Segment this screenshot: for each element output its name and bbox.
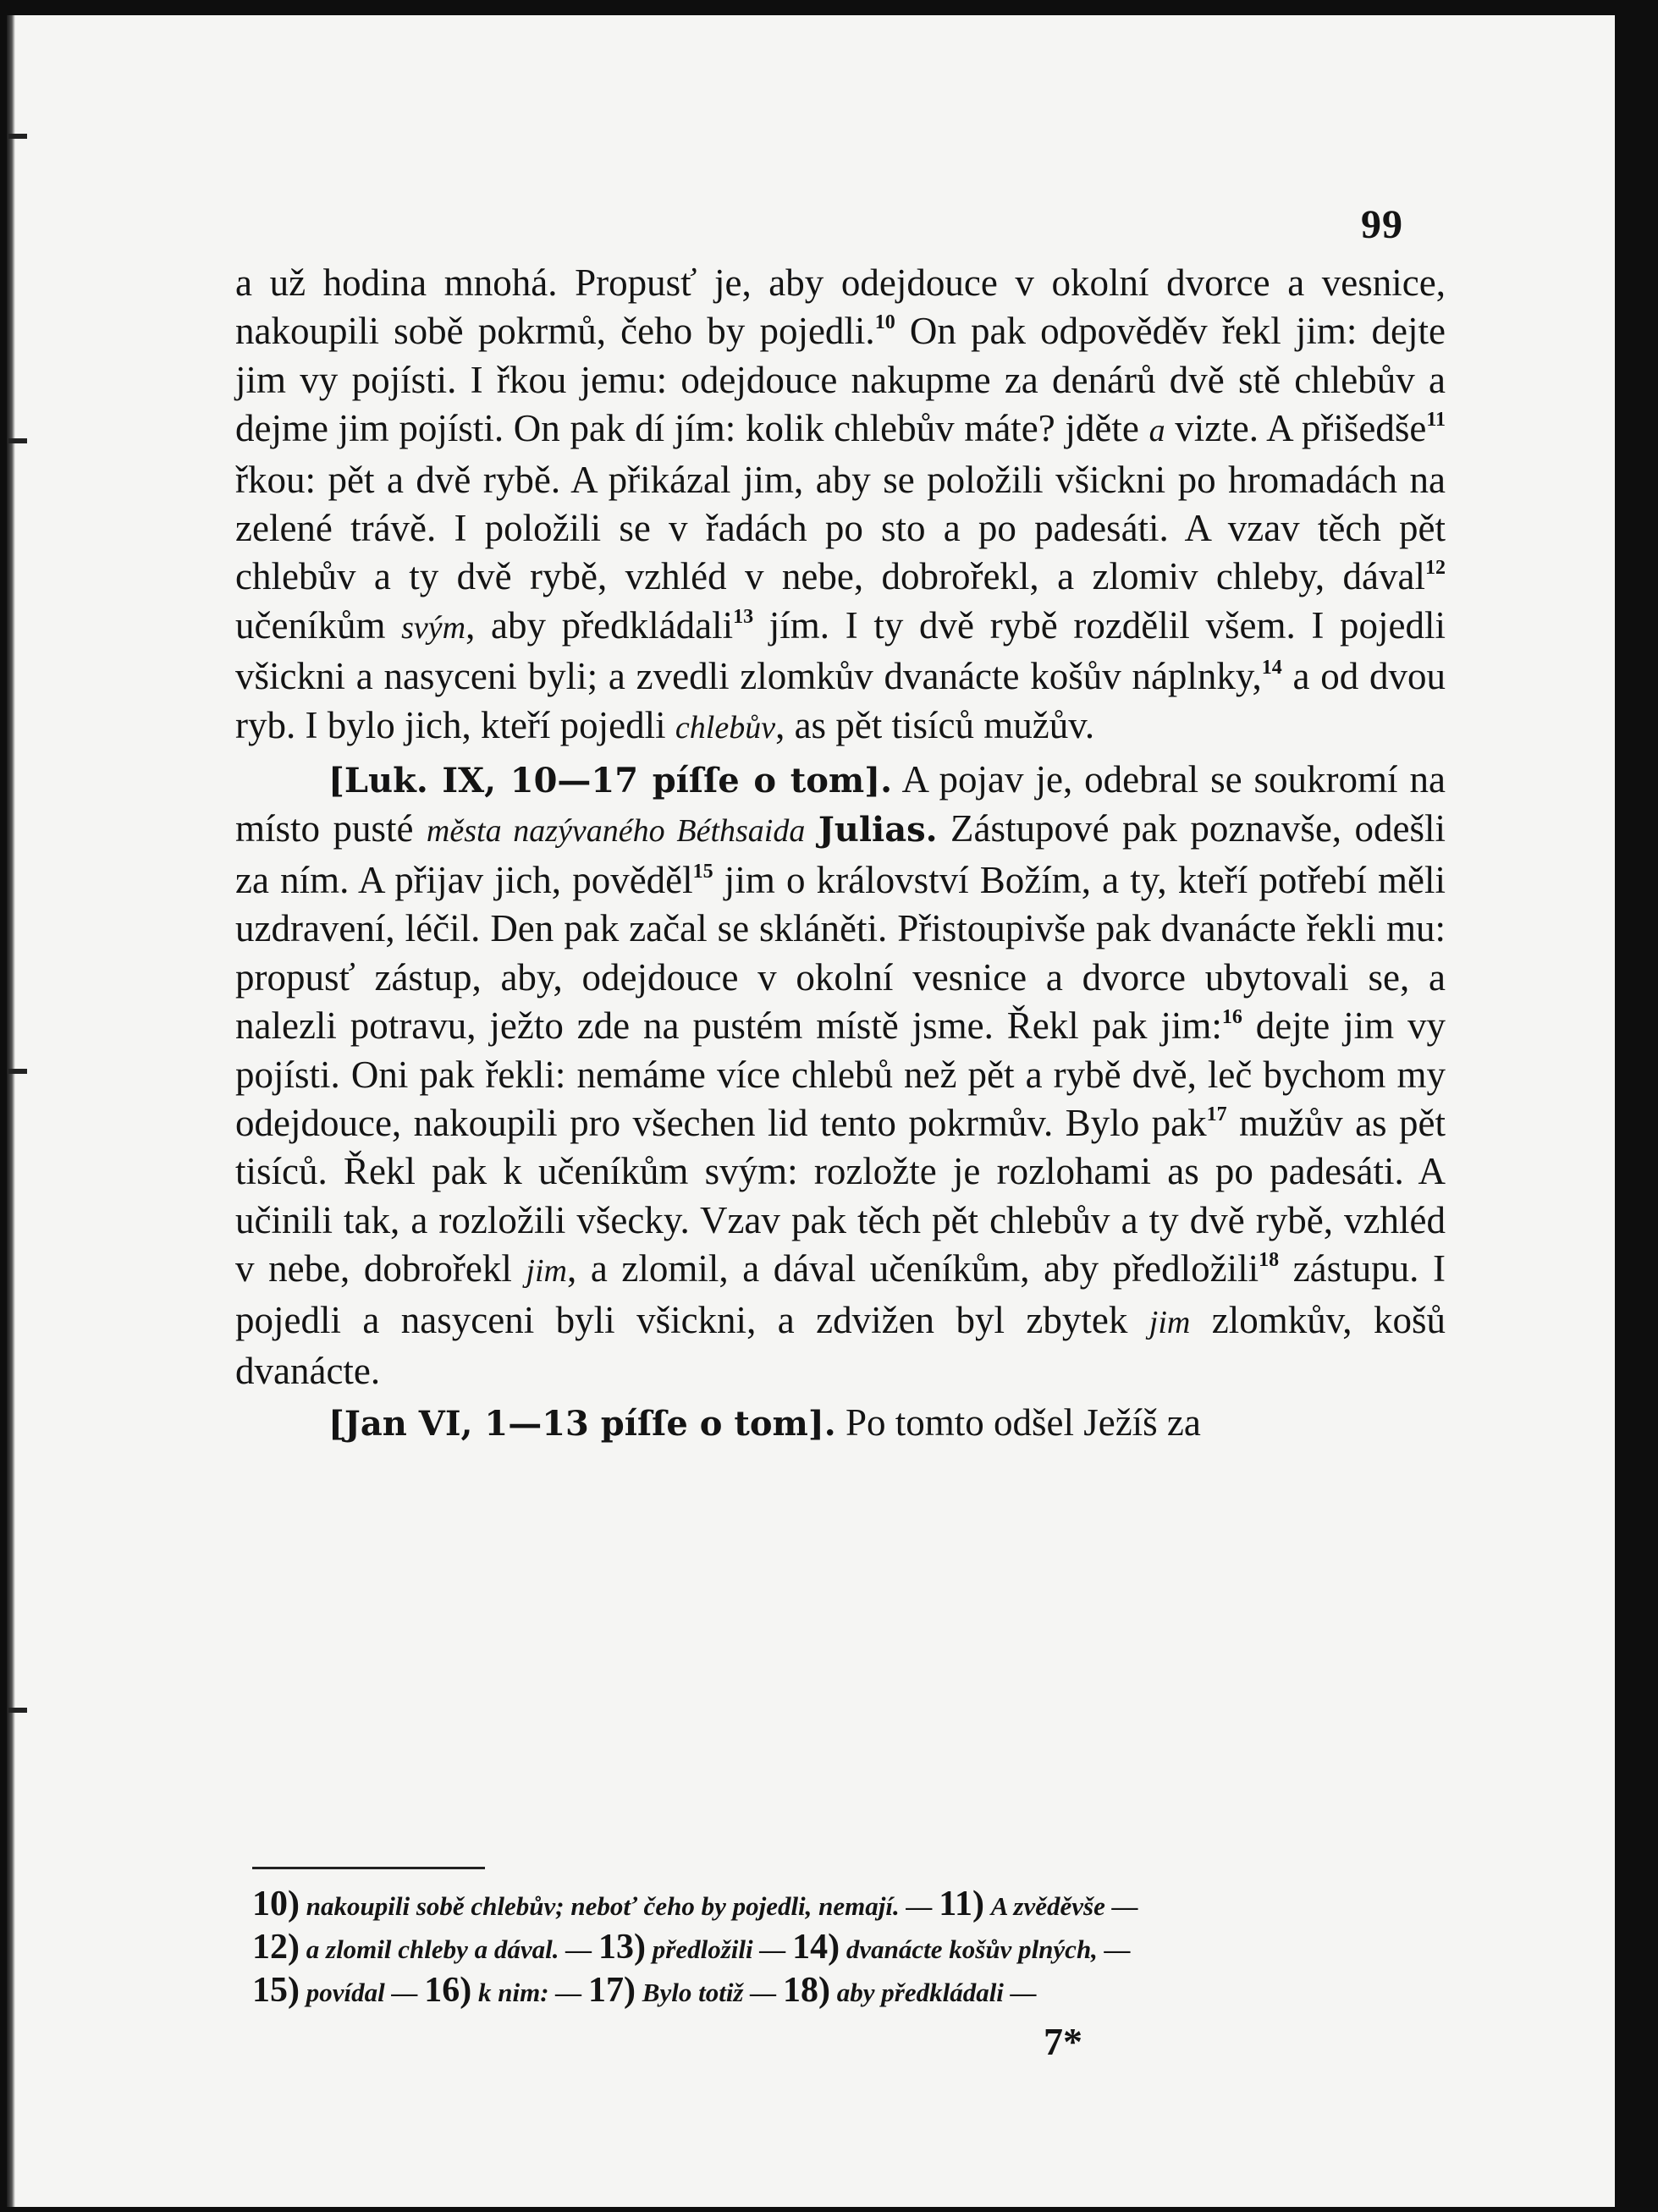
text-run bbox=[805, 807, 818, 850]
footnote-line bbox=[252, 1970, 1437, 2013]
footnote-number: 18) bbox=[783, 1971, 830, 2010]
text-run: učeníkům bbox=[235, 603, 402, 647]
signature-mark: 7* bbox=[1044, 2020, 1082, 2063]
text-run: a od dvou ryb. I bylo jich, kteří pojedli bbox=[235, 655, 1446, 746]
italic-text: a bbox=[1148, 413, 1165, 449]
text-run: řkou: pět a dvě rybě. A přikázal jim, aby se položili všickni po hromadách na zelené trávě. I položili se v řadách po sto a po padesáti. A vzav těch pět chlebův a ty dvě rybě, vzhléd v nebe, dobrořekl, a zlomiv chleby, dával bbox=[235, 458, 1446, 598]
footnote-number: 15) bbox=[252, 1971, 300, 2010]
blackletter-reference: [Jan VI, 1—13 píſſe o tom]. bbox=[328, 1404, 836, 1444]
book-page bbox=[7, 15, 1615, 2207]
text-run: , as pět tisíců mužův. bbox=[775, 703, 1095, 746]
footnote-text: A zvěděvše — bbox=[990, 1891, 1138, 1921]
text-run: jím. I ty dvě rybě rozdělil všem. I pojedli všickni a nasyceni byli; a zvedli zlomkův dvanácte košův náplnky, bbox=[235, 603, 1446, 698]
footnote-reference: 16 bbox=[1221, 1006, 1242, 1029]
text-run: dejte jim vy pojísti. Oni pak řekli: nemáme více chlebů než pět a rybě dvě, leč bychom my odejdouce, nakoupili pro všechen lid tento pokrmův. Bylo pak bbox=[235, 1004, 1446, 1144]
paragraph-3 bbox=[235, 1399, 1446, 1448]
footnote-reference: 14 bbox=[1261, 657, 1282, 680]
footnote-reference: 12 bbox=[1425, 557, 1446, 580]
footnote-reference: 18 bbox=[1259, 1249, 1280, 1272]
text-run: , aby předkládali bbox=[465, 603, 734, 647]
footnote-text: a zlomil chleby a dával. — bbox=[306, 1934, 592, 1964]
footnote-text: k nim: — bbox=[478, 1978, 582, 2007]
footnote-text: Bylo totiž — bbox=[642, 1978, 777, 2007]
footnote-reference: 15 bbox=[692, 860, 713, 883]
footnote-separator bbox=[252, 1867, 485, 1869]
body-text bbox=[235, 259, 1446, 1449]
footnote-reference: 11 bbox=[1426, 409, 1446, 432]
footnote-number: 14) bbox=[792, 1928, 840, 1967]
footnote-reference: 13 bbox=[733, 605, 754, 628]
text-run: zlomkův, košů dvanácte. bbox=[235, 1298, 1446, 1392]
text-run: A pojav je, odebral se soukromí na místo pusté bbox=[235, 758, 1446, 850]
footnote-number: 17) bbox=[588, 1971, 636, 2010]
text-run: vizte. A přišedše bbox=[1165, 407, 1427, 450]
italic-text: jim bbox=[1148, 1304, 1191, 1340]
footnote-text: předložili — bbox=[652, 1934, 786, 1964]
text-run: jim o království Božím, a ty, kteří potřebí měli uzdravení, léčil. Den pak začal se skláněti. Přistoupivše pak dvanácte řekli mu: propusť zástup, aby, odejdouce v okolní vesnice a dvorce ubytovali se, a nalezli potravu, ježto zde na pustém místě jsme. Řekl pak jim: bbox=[235, 858, 1446, 1048]
italic-text: jim bbox=[526, 1253, 567, 1290]
blackletter-reference: Julias. bbox=[818, 810, 938, 850]
footnote-line bbox=[252, 1927, 1437, 1970]
paragraph-2 bbox=[235, 756, 1446, 1395]
footnote-number: 16) bbox=[424, 1971, 472, 2010]
footnote-line bbox=[252, 1884, 1437, 1927]
italic-text: města nazývaného Béthsaida bbox=[426, 813, 806, 850]
text-run: On pak odpověděv řekl jim: dejte jim vy pojísti. I řkou jemu: odejdouce nakupme za denárů dvě stě chlebův a dejme jim pojísti. On pak dí jím: kolik chlebův máte? jděte bbox=[235, 310, 1446, 450]
footnote-text: aby předkládali — bbox=[836, 1978, 1037, 2007]
text-run: Po tomto odšel Ježíš za bbox=[835, 1401, 1201, 1444]
footnotes bbox=[252, 1884, 1437, 2013]
italic-text: chlebův bbox=[675, 709, 776, 746]
paragraph-1 bbox=[235, 259, 1446, 752]
footnote-number: 12) bbox=[252, 1928, 300, 1967]
page-number: 99 bbox=[1361, 202, 1403, 247]
footnote-reference: 17 bbox=[1206, 1103, 1227, 1125]
text-run: , a zlomil, a dával učeníkům, aby předložili bbox=[566, 1247, 1259, 1290]
page-binding-edge bbox=[7, 15, 15, 2207]
text-run: mužův as pět tisíců. Řekl pak k učeníkům svým: rozložte je rozlohami as po padesáti. A učinili tak, a rozložili všecky. Vzav pak těch pět chlebův a ty dvě rybě, vzhléd v nebe, dobrořekl bbox=[235, 1101, 1446, 1290]
text-run: a už hodina mnohá. Propusť je, aby odejdouce v okolní dvorce a vesnice, nakoupili sobě pokrmů, čeho by pojedli. bbox=[235, 261, 1446, 353]
text-run: zástupu. I pojedli a nasyceni byli všickni, a zdvižen byl zbytek bbox=[235, 1247, 1446, 1341]
text-run: Zástupové pak poznavše, odešli za ním. A přijav jich, pověděl bbox=[235, 807, 1446, 901]
footnote-number: 11) bbox=[939, 1885, 984, 1923]
italic-text: svým bbox=[401, 609, 466, 646]
footnote-number: 13) bbox=[598, 1928, 647, 1967]
footnote-text: nakoupili sobě chlebův; neboť čeho by pojedli, nemají. — bbox=[306, 1891, 933, 1921]
footnote-number: 10) bbox=[252, 1885, 300, 1923]
footnote-text: povídal — bbox=[306, 1978, 418, 2007]
footnote-reference: 10 bbox=[874, 311, 895, 334]
blackletter-reference: [Luk. IX, 10—17 píſſe o tom]. bbox=[328, 761, 893, 801]
footnote-text: dvanácte košův plných, — bbox=[846, 1934, 1131, 1964]
